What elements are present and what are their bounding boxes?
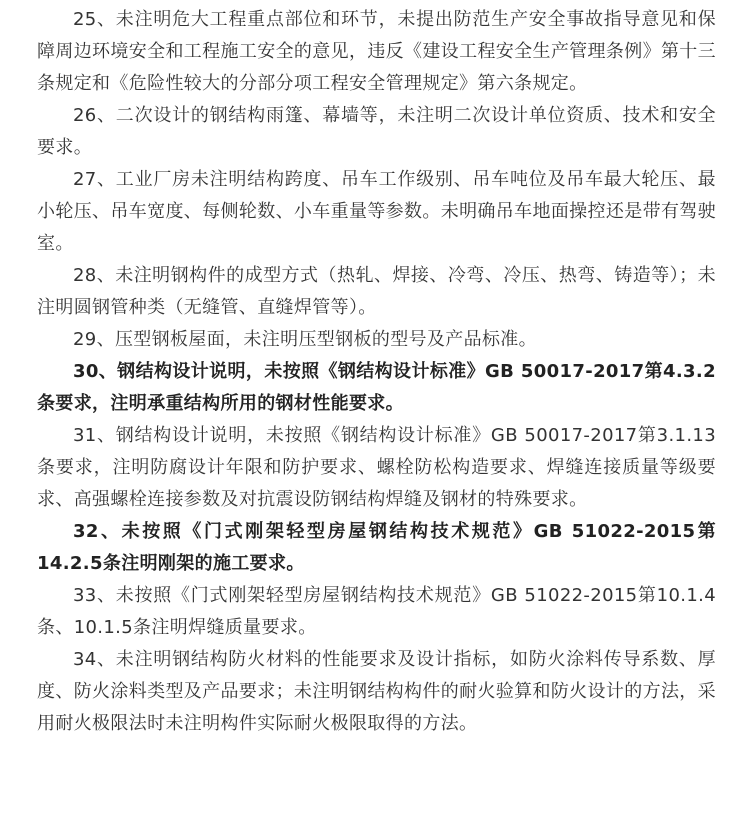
paragraph-27: 27、工业厂房未注明结构跨度、吊车工作级别、吊车吨位及吊车最大轮压、最小轮压、吊车宽度、每侧轮数、小车重量等参数。未明确吊车地面操控还是带有驾驶室。	[37, 169, 716, 254]
paragraph-33: 33、未按照《门式刚架轻型房屋钢结构技术规范》GB 51022-2015第10.1.4条、10.1.5条注明焊缝质量要求。	[37, 585, 716, 638]
paragraph-26: 26、二次设计的钢结构雨篷、幕墙等，未注明二次设计单位资质、技术和安全要求。	[37, 105, 716, 158]
paragraph-30: 30、钢结构设计说明，未按照《钢结构设计标准》GB 50017-2017第4.3.2条要求，注明承重结构所用的钢材性能要求。	[37, 361, 716, 414]
paragraph-32: 32、未按照《门式刚架轻型房屋钢结构技术规范》GB 51022-2015第14.2.5条注明刚架的施工要求。	[37, 521, 716, 574]
paragraph-25: 25、未注明危大工程重点部位和环节，未提出防范生产安全事故指导意见和保障周边环境安全和工程施工安全的意见，违反《建设工程安全生产管理条例》第十三条规定和《危险性较大的分部分项工程安全管理规定》第六条规定。	[37, 9, 716, 94]
paragraph-29: 29、压型钢板屋面，未注明压型钢板的型号及产品标准。	[73, 329, 538, 350]
paragraph-28: 28、未注明钢构件的成型方式（热轧、焊接、冷弯、冷压、热弯、铸造等）；未注明圆钢管种类（无缝管、直缝焊管等）。	[37, 265, 716, 318]
paragraph-34: 34、未注明钢结构防火材料的性能要求及设计指标，如防火涂料传导系数、厚度、防火涂料类型及产品要求；未注明钢结构构件的耐火验算和防火设计的方法，采用耐火极限法时未注明构件实际耐火极限取得的方法。	[37, 649, 716, 734]
paragraph-31: 31、钢结构设计说明，未按照《钢结构设计标准》GB 50017-2017第3.1.13条要求，注明防腐设计年限和防护要求、螺栓防松构造要求、焊缝连接质量等级要求、高强螺栓连接参数及对抗震设防钢结构焊缝及钢材的特殊要求。	[37, 425, 716, 510]
